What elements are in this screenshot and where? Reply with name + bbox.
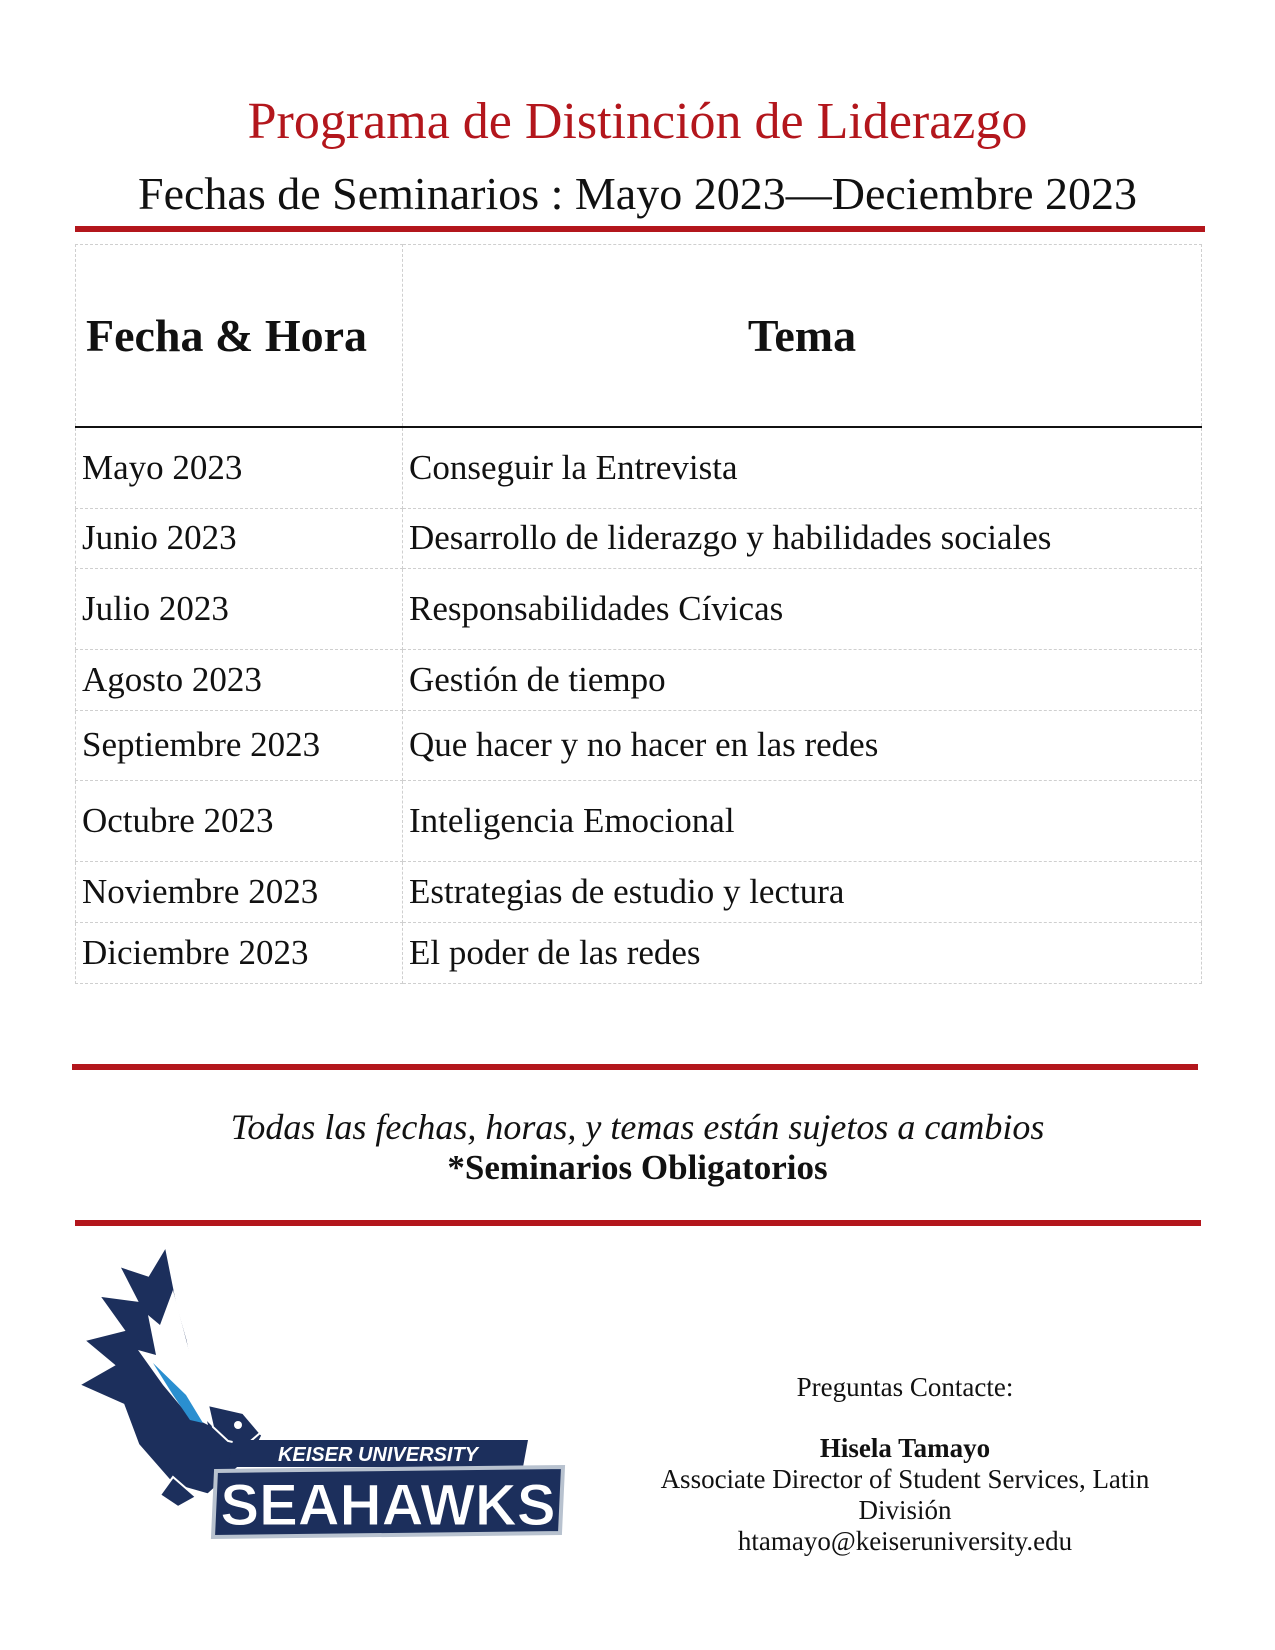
table-row (76, 861, 1202, 922)
row-topic: Estrategias de estudio y lectura (403, 861, 1202, 922)
row-topic: Que hacer y no hacer en las redes (403, 710, 1202, 780)
footer-divider-bottom (75, 1220, 1201, 1226)
row-topic: Conseguir la Entrevista (403, 427, 1202, 508)
logo-line2: SEAHAWKS (220, 1473, 556, 1538)
row-date: Octubre 2023 (76, 780, 403, 861)
table-row (76, 427, 1202, 508)
contact-name: Hisela Tamayo (819, 1433, 991, 1463)
row-date: Agosto 2023 (76, 649, 403, 710)
header-divider (75, 226, 1205, 232)
mandatory-label: *Seminarios Obligatorios (447, 1148, 828, 1187)
contact-email: htamayo@keiseruniversity.edu (737, 1526, 1073, 1556)
table-row (76, 922, 1202, 983)
column-header-topic: Tema (403, 245, 1202, 428)
row-topic: Responsabilidades Cívicas (403, 568, 1202, 649)
table-row (76, 780, 1202, 861)
table-row (76, 568, 1202, 649)
row-date: Mayo 2023 (76, 427, 403, 508)
table-row (76, 508, 1202, 568)
disclaimer-note: Todas las fechas, horas, y temas están sujetos a cambios (230, 1107, 1045, 1147)
row-topic: Desarrollo de liderazgo y habilidades sociales (403, 508, 1202, 568)
contact-block (620, 1372, 1190, 1557)
row-topic: Gestión de tiempo (403, 649, 1202, 710)
contact-role: Associate Director of Student Services, Latin División (660, 1464, 1150, 1525)
contact-prompt: Preguntas Contacte: (796, 1372, 1014, 1402)
row-date: Junio 2023 (76, 508, 403, 568)
seminar-schedule-table (75, 244, 1202, 984)
keiser-seahawks-logo (78, 1245, 598, 1565)
row-date: Julio 2023 (76, 568, 403, 649)
column-header-date: Fecha & Hora (76, 245, 403, 428)
table-header-row (76, 245, 1202, 428)
footer-divider-top (72, 1064, 1198, 1070)
table-row (76, 710, 1202, 780)
row-date: Noviembre 2023 (76, 861, 403, 922)
page-title: Programa de Distinción de Liderazgo (247, 93, 1028, 150)
page-subtitle: Fechas de Seminarios : Mayo 2023—Deciembre 2023 (138, 168, 1137, 219)
row-topic: El poder de las redes (403, 922, 1202, 983)
table-row (76, 649, 1202, 710)
row-date: Septiembre 2023 (76, 710, 403, 780)
row-topic: Inteligencia Emocional (403, 780, 1202, 861)
logo-line1: KEISER UNIVERSITY (277, 1444, 479, 1466)
row-date: Diciembre 2023 (76, 922, 403, 983)
